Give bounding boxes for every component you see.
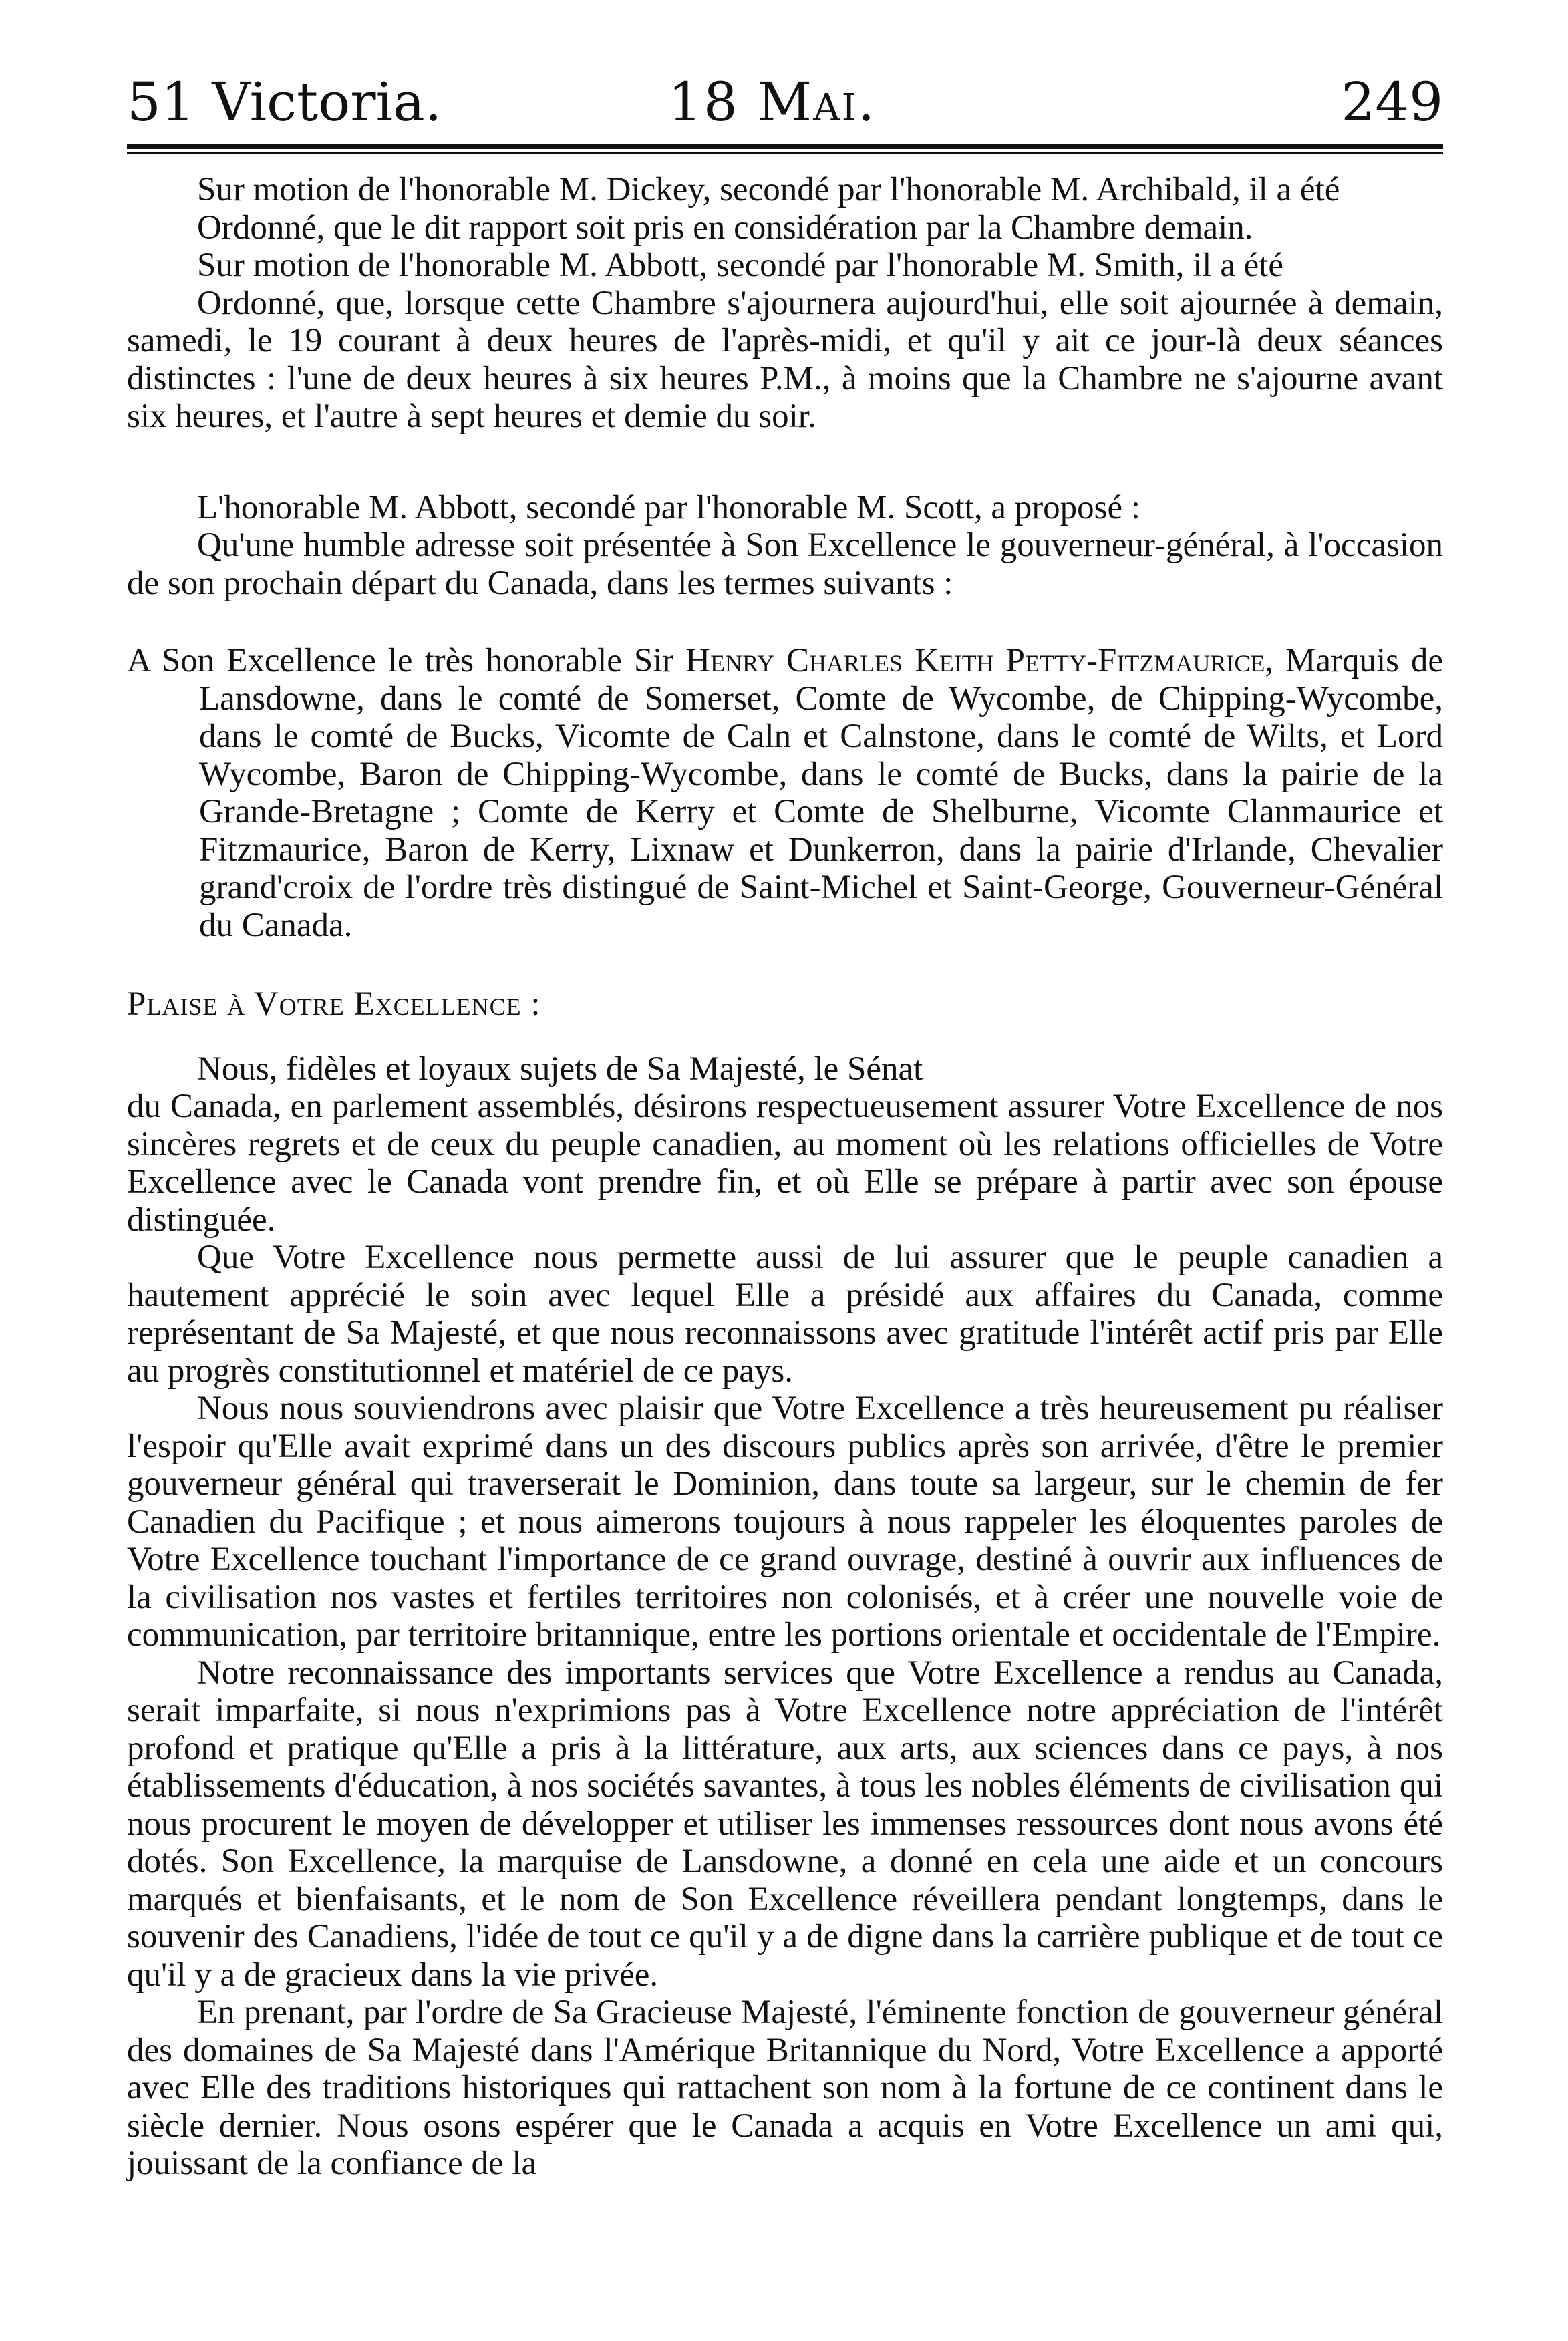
running-header bbox=[127, 53, 1443, 140]
body-paragraph-appreciation: Que Votre Excellence nous permette aussi de lui assurer que le peuple canadien a hautement apprécié le soin avec lequel Elle a présidé aux affaires du Canada, comme représentant de Sa Majesté, et que nous reconnaissons avec gratitude l'intérêt actif pris par Elle au progrès constitutionnel et matériel de ce pays. bbox=[127, 1239, 1443, 1390]
body-paragraph-railway: Nous nous souviendrons avec plaisir que Votre Excellence a très heureusement pu réaliser l'espoir qu'Elle avait exprimé dans un des discours publics après son arrivée, d'être le premier gouverneur général qui traverserait le Dominion, dans toute sa largeur, sur le chemin de fer Canadien du Pacifique ; et nous aimerons toujours à nous rappeler les éloquentes paroles de Votre Excellence touchant l'importance de ce grand ouvrage, destiné à ouvrir aux influences de la civilisation nos vastes et fertiles territoires non colonisés, et à créer une nouvelle voie de communication, par territoire britannique, entre les portions orientale et occidentale de l'Empire. bbox=[127, 1390, 1443, 1654]
header-regnal-year: 51 Victoria. bbox=[127, 71, 442, 133]
body-paragraph-traditions: En prenant, par l'ordre de Sa Gracieuse Majesté, l'éminente fonction de gouverneur général des domaines de Sa Majesté dans l'Amérique Britannique du Nord, Votre Excellence a apporté avec Elle des traditions historiques qui rattachent son nom à la fortune de ce continent dans le siècle dernier. Nous osons espérer que le Canada a acquis en Votre Excellence un ami qui, jouissant de la confiance de la bbox=[127, 1994, 1443, 2182]
document-page bbox=[127, 53, 1443, 2183]
paragraph-address-motion: Qu'une humble adresse soit présentée à Son Excellence le gouverneur-général, à l'occasion de son prochain départ du Canada, dans les termes suivants : bbox=[127, 526, 1443, 602]
address-recipient bbox=[127, 642, 1443, 944]
paragraph-proposal: L'honorable M. Abbott, secondé par l'honorable M. Scott, a proposé : bbox=[197, 488, 1141, 526]
governor-name: Henry Charles Keith Petty-Fitzmaurice, bbox=[685, 642, 1274, 679]
body-paragraph-services: Notre reconnaissance des importants services que Votre Excellence a rendus au Canada, serait imparfaite, si nous n'exprimions pas à Votre Excellence notre appréciation de l'intérêt profond et pratique qu'Elle a pris à la littérature, aux arts, aux sciences dans ce pays, à nos établissements d'éducation, à nos sociétés savantes, à tous les nobles éléments de civilisation qui nous procurent le moyen de développer et utiliser les immenses ressources dont nous avons été dotés. Son Excellence, la marquise de Lansdowne, a donné en cela une aide et un concours marqués et bienfaisants, et le nom de Son Excellence réveillera pendant longtemps, dans le souvenir des Canadiens, l'idée de tout ce qu'il y a de digne dans la carrière publique et de tout ce qu'il y a de gracieux dans la vie privée. bbox=[127, 1654, 1443, 1994]
header-rule-thin bbox=[127, 152, 1443, 154]
paragraph-motion-abbott: Sur motion de l'honorable M. Abbott, secondé par l'honorable M. Smith, il a été bbox=[197, 247, 1284, 284]
header-date: 18 Mai. bbox=[668, 71, 877, 133]
body-paragraph-opening: Nous, fidèles et loyaux sujets de Sa Majesté, le Sénat bbox=[197, 1050, 923, 1088]
document-body bbox=[127, 171, 1443, 2183]
address-prefix: A Son Excellence le très honorable Sir bbox=[127, 642, 686, 679]
paragraph-motion-dickey: Sur motion de l'honorable M. Dickey, secondé par l'honorable M. Archibald, il a été bbox=[197, 171, 1340, 208]
paragraph-order-report: Ordonné, que le dit rapport soit pris en considération par la Chambre demain. bbox=[197, 208, 1253, 247]
salutation: Plaise à Votre Excellence : bbox=[127, 985, 541, 1023]
page-number: 249 bbox=[1341, 71, 1443, 133]
body-paragraph-regrets: du Canada, en parlement assemblés, désirons respectueusement assurer Votre Excellence de nos sincères regrets et de ceux du peuple canadien, au moment où les relations officielles de Votre Excellence avec le Canada vont prendre fin, et où Elle se prépare à partir avec son épouse distinguée. bbox=[127, 1088, 1443, 1239]
governor-titles: Marquis de Lansdowne, dans le comté de Somerset, Comte de Wycombe, de Chipping-Wycombe, dans le comté de Bucks, Vicomte de Caln et Calnstone, dans le comté de Wilts, et Lord Wycombe, Baron de Chipping-Wycombe, dans le comté de Bucks, dans la pairie de la Grande-Bretagne ; Comte de Kerry et Comte de Shelburne, Vicomte Clanmaurice et Fitzmaurice, Baron de Kerry, Lixnaw et Dunkerron, dans la pairie d'Irlande, Chevalier grand'croix de l'ordre très distingué de Saint-Michel et Saint-George, Gouverneur-Général du Canada. bbox=[199, 642, 1444, 944]
paragraph-order-adjournment: Ordonné, que, lorsque cette Chambre s'ajournera aujourd'hui, elle soit ajournée à demain, samedi, le 19 courant à deux heures de l'après-midi, et qu'il y ait ce jour-là deux séances distinctes : l'une de deux heures à six heures P.M., à moins que la Chambre ne s'ajourne avant six heures, et l'autre à sept heures et demie du soir. bbox=[127, 284, 1443, 435]
header-double-rule bbox=[127, 144, 1443, 164]
header-rule-thick bbox=[127, 144, 1443, 149]
